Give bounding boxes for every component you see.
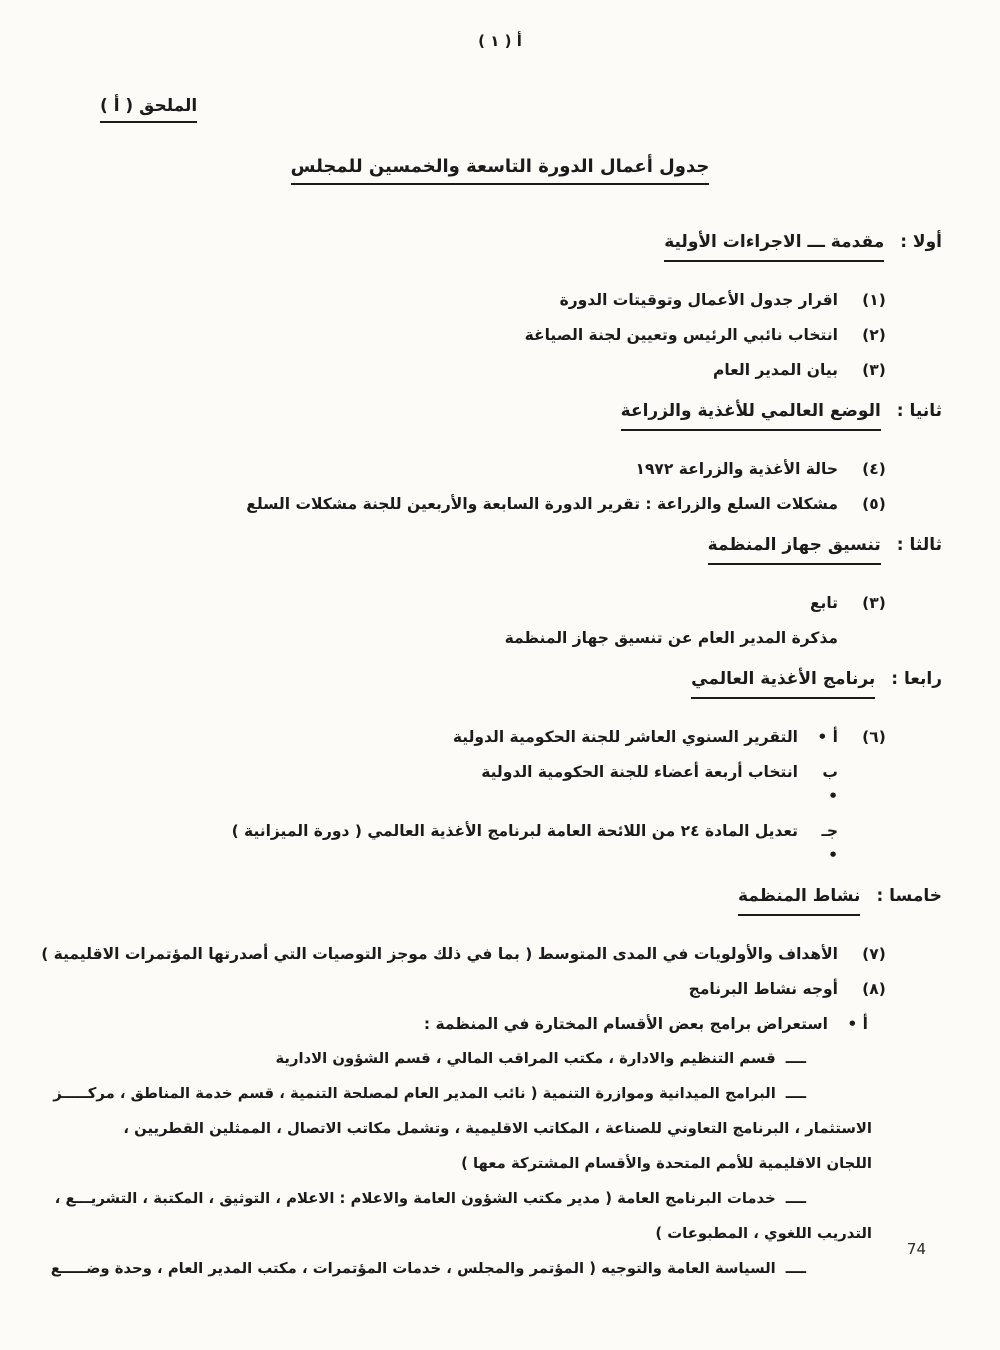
dash-item [48,1047,942,1071]
dash-item-text: قسم التنظيم والادارة ، مكتب المراقب المالي ، قسم الشؤون الادارية [275,1050,776,1067]
section-label: خامسا : [876,886,942,906]
item-number: (٦) [862,728,886,746]
item-text: مشكلات السلع والزراعة : تقرير الدورة السابعة والأربعين للجنة مشكلات السلع [246,495,838,513]
agenda-item-row [48,591,942,615]
item-text: التقرير السنوي العاشر للجنة الحكومية الدولية [452,728,798,746]
section-title: نشاط المنظمة [738,883,860,916]
section-label: ثانيا : [896,401,942,421]
agenda-subitem-row [48,1012,942,1036]
dash-marker: ــــ [785,1050,806,1067]
section-label: رابعا : [891,669,942,689]
dash-item-text: خدمات البرنامج العامة ( مدير مكتب الشؤون العامة والاعلام : الاعلام ، التوثيق ، المكتبة ، التشريـــع ، [54,1190,776,1207]
item-letter: أ • [817,728,838,746]
item-number: (٣) [862,594,886,612]
item-text: حالة الأغذية والزراعة ١٩٧٢ [635,460,838,478]
section-fifth-heading [48,883,942,916]
section-label: أولا : [900,232,942,252]
item-text: الأهداف والأولويات في المدى المتوسط ( بما في ذلك موجز التوصيات التي أصدرتها المؤتمرات الاقليمية ) [41,945,838,963]
item-text: أوجه نشاط البرنامج [688,980,838,998]
dash-item-continuation: اللجان الاقليمية للأمم المتحدة والأقسام المشتركة معها ) [461,1155,872,1172]
item-text: تابع [809,594,838,612]
continuation-line: مذكرة المدير العام عن تنسيق جهاز المنظمة [504,629,838,647]
page-marker: أ ( ١ ) [478,32,522,50]
item-number: (٥) [862,495,886,513]
appendix-label: الملحق ( أ ) [100,96,197,123]
section-second-heading [48,398,942,431]
dash-marker: ــــ [785,1260,806,1277]
document-title: جدول أعمال الدورة التاسعة والخمسين للمجلس [291,156,710,185]
item-text: انتخاب نائبي الرئيس وتعيين لجنة الصياغة [524,326,838,344]
agenda-item-row [48,977,942,1001]
item-number: (٤) [862,460,886,478]
page-number: 74 [906,1240,926,1258]
item-number: (٣) [862,361,886,379]
agenda-item-row [48,725,942,749]
section-title: تنسيق جهاز المنظمة [708,532,881,565]
section-first-heading [48,229,942,262]
dash-item-continuation: التدريب اللغوي ، المطبوعات ) [655,1225,872,1242]
item-text: بيان المدير العام [713,361,838,379]
item-letter: جـ • [821,822,838,864]
section-third-heading [48,532,942,565]
agenda-item-row [48,288,942,312]
dash-marker: ــــ [785,1085,806,1102]
section-title: برنامج الأغذية العالمي [691,666,875,699]
agenda-subitem-row [48,819,942,867]
dash-item [48,1187,942,1211]
dash-item-continuation: الاستثمار ، البرنامج التعاوني للصناعة ، المكاتب الاقليمية ، وتشمل مكاتب الاتصال ، الممثلين القطريين ، [123,1120,872,1137]
item-text: انتخاب أربعة أعضاء للجنة الحكومية الدولية [481,763,798,781]
section-title: مقدمة ـــ الاجراءات الأولية [664,229,884,262]
agenda-item-row [48,323,942,347]
item-text: استعراض برامج بعض الأقسام المختارة في المنظمة : [423,1015,828,1033]
section-fourth-heading [48,666,942,699]
dash-item [48,1257,942,1281]
item-text: اقرار جدول الأعمال وتوقيتات الدورة [559,291,838,309]
item-number: (٢) [862,326,886,344]
dash-item-text: البرامج الميدانية وموازرة التنمية ( نائب المدير العام لمصلحة التنمية ، قسم خدمة المناطق ، مركـــــز [53,1085,776,1102]
agenda-item-row [48,492,942,516]
dash-item-text: السياسة العامة والتوجيه ( المؤتمر والمجلس ، خدمات المؤتمرات ، مكتب المدير العام ، وحدة وضـــــع [50,1260,776,1277]
agenda-subitem-row [48,760,942,808]
document-title-block [0,156,1000,185]
item-letter: أ • [847,1015,868,1033]
item-letter: ب • [822,763,838,805]
item-number: (٨) [862,980,886,998]
dash-item [48,1082,942,1106]
agenda-content [0,229,1000,1281]
item-number: (٧) [862,945,886,963]
agenda-item-row [48,358,942,382]
agenda-item-row [41,942,942,966]
item-text: تعديل المادة ٢٤ من اللائحة العامة لبرنامج الأغذية العالمي ( دورة الميزانية ) [231,822,798,840]
agenda-item-row [48,457,942,481]
section-title: الوضع العالمي للأغذية والزراعة [621,398,881,431]
item-number: (١) [862,291,886,309]
section-label: ثالثا : [896,535,942,555]
dash-marker: ــــ [785,1190,806,1207]
